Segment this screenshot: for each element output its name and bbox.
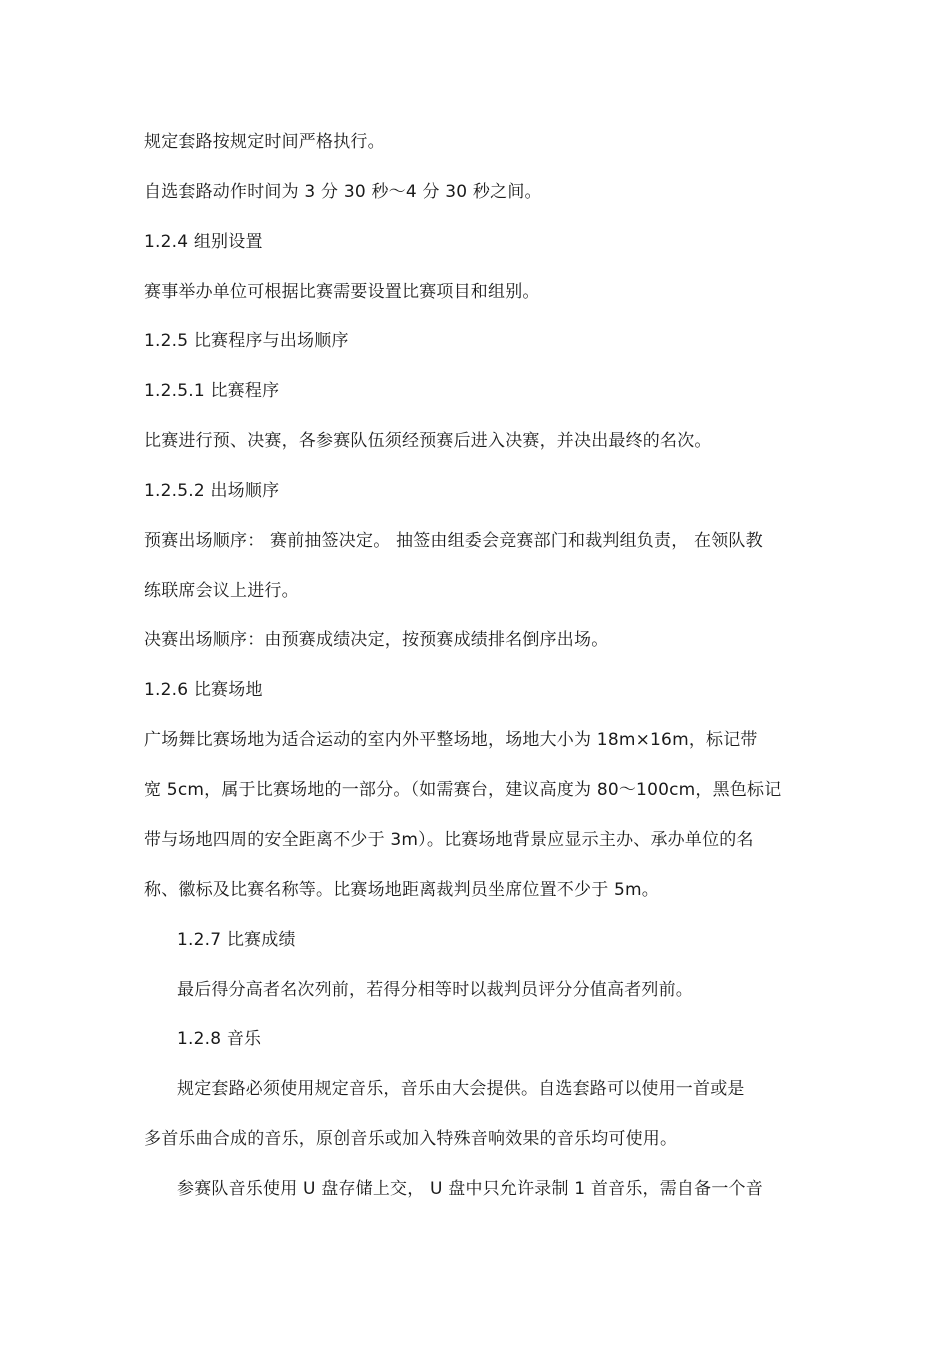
section-heading: 1.2.5 比赛程序与出场顺序	[144, 331, 349, 351]
section-heading: 1.2.4 组别设置	[144, 232, 263, 252]
paragraph-line: 赛事举办单位可根据比赛需要设置比赛项目和组别。	[144, 282, 540, 302]
subsection-heading: 1.2.5.1 比赛程序	[144, 381, 280, 401]
paragraph-line: 比赛进行预、决赛，各参赛队伍须经预赛后进入决赛，并决出最终的名次。	[144, 431, 712, 451]
paragraph-line: 多首乐曲合成的音乐，原创音乐或加入特殊音响效果的音乐均可使用。	[144, 1129, 678, 1149]
section-heading: 1.2.7 比赛成绩	[177, 930, 296, 950]
paragraph-line: 宽 5cm，属于比赛场地的一部分。（如需赛台，建议高度为 80～100cm，黑色标记	[144, 780, 782, 800]
paragraph-line: 规定套路必须使用规定音乐，音乐由大会提供。自选套路可以使用一首或是	[177, 1079, 745, 1099]
paragraph-line: 练联席会议上进行。	[144, 581, 299, 601]
paragraph-line: 规定套路按规定时间严格执行。	[144, 132, 385, 152]
paragraph-line: 预赛出场顺序： 赛前抽签决定。 抽签由组委会竞赛部门和裁判组负责， 在领队教	[144, 531, 763, 551]
section-heading: 1.2.6 比赛场地	[144, 680, 263, 700]
paragraph-line: 决赛出场顺序：由预赛成绩决定，按预赛成绩排名倒序出场。	[144, 630, 609, 650]
paragraph-line: 带与场地四周的安全距离不少于 3m）。比赛场地背景应显示主办、承办单位的名	[144, 830, 754, 850]
section-heading: 1.2.8 音乐	[177, 1029, 262, 1049]
subsection-heading: 1.2.5.2 出场顺序	[144, 481, 280, 501]
paragraph-line: 最后得分高者名次列前，若得分相等时以裁判员评分分值高者列前。	[177, 980, 693, 1000]
paragraph-line: 参赛队音乐使用 U 盘存储上交， U 盘中只允许录制 1 首音乐，需自备一个音	[177, 1179, 763, 1199]
paragraph-line: 称、徽标及比赛名称等。比赛场地距离裁判员坐席位置不少于 5m。	[144, 880, 659, 900]
paragraph-line: 广场舞比赛场地为适合运动的室内外平整场地，场地大小为 18m×16m，标记带	[144, 730, 758, 750]
paragraph-line: 自选套路动作时间为 3 分 30 秒～4 分 30 秒之间。	[144, 182, 542, 202]
